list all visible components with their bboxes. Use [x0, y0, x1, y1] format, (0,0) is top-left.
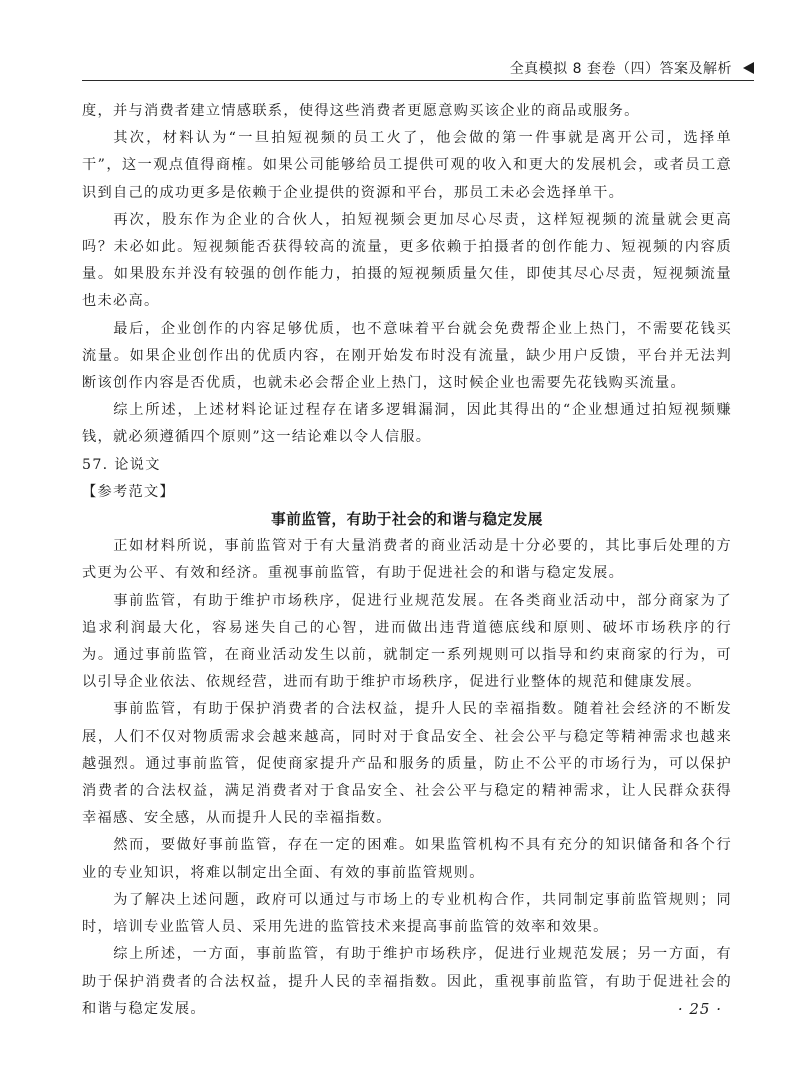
paragraph: 综上所述，一方面，事前监管，有助于维护市场秩序，促进行业规范发展；另一方面，有助于保护消费者的合法权益，提升人民的幸福指数。因此，重视事前监管，有助于促进社会的和谐与稳定发展。: [82, 946, 732, 1017]
paragraph: 综上所述，上述材料论证过程存在诸多逻辑漏洞，因此其得出的“企业想通过拍短视频赚钱，就必须遵循四个原则”这一结论难以令人信服。: [82, 402, 732, 446]
paragraph: 最后，企业创作的内容足够优质，也不意味着平台就会免费帮企业上热门，不需要花钱买流量。如果企业创作出的优质内容，在刚开始发布时没有流量，缺少用户反馈，平台并无法判断该创作内容是否优质，也就未必会帮企业上热门，这时候企业也需要先花钱购买流量。: [82, 320, 732, 392]
header-title: 全真模拟 8 套卷（四）答案及解析: [509, 61, 732, 77]
page-content: [82, 98, 732, 1023]
paragraph: 事前监管，有助于维护市场秩序，促进行业规范发展。在各类商业活动中，部分商家为了追求利润最大化，容易迷失自己的心智，进而做出违背道德底线和原则、破坏市场秩序的行为。通过事前监管，在商业活动发生以前，就制定一系列规则可以指导和约束商家的行为，可以引导企业依法、依规经营，进而有助于维护市场秩序，促进行业整体的规范和健康发展。: [82, 592, 732, 691]
reference-label: 【参考范文】: [82, 483, 175, 500]
triangle-left-icon: [743, 62, 754, 74]
paragraph: 事前监管，有助于保护消费者的合法权益，提升人民的幸福指数。随着社会经济的不断发展，人们不仅对物质需求会越来越高，同时对于食品安全、社会公平与稳定等精神需求也越来越强烈。通过事前监管，促使商家提升产品和服务的质量，防止不公平的市场行为，可以保护消费者的合法权益，满足消费者对于食品安全、社会公平与稳定的精神需求，让人民群众获得幸福感、安全感，从而提升人民的幸福指数。: [82, 701, 732, 827]
page-header: [82, 56, 754, 81]
paragraph-continuation: 度，并与消费者建立情感联系，使得这些消费者更愿意购买该企业的商品或服务。: [82, 103, 640, 119]
page-number: · 25 ·: [677, 1000, 722, 1018]
paragraph: 然而，要做好事前监管，存在一定的困难。如果监管机构不具有充分的知识储备和各个行业的专业知识，将难以制定出全面、有效的事前监管规则。: [82, 837, 732, 881]
question-label: 57. 论说文: [82, 456, 161, 473]
paragraph: 其次，材料认为“一旦拍短视频的员工火了，他会做的第一件事就是离开公司，选择单干”，这一观点值得商榷。如果公司能够给员工提供可观的收入和更大的发展机会，或者员工意识到自己的成功更多是依赖于企业提供的资源和平台，那员工未必会选择单干。: [82, 130, 732, 201]
paragraph: 正如材料所说，事前监管对于有大量消费者的商业活动是十分必要的，其比事后处理的方式更为公平、有效和经济。重视事前监管，有助于促进社会的和谐与稳定发展。: [82, 538, 732, 582]
essay-title: 事前监管，有助于社会的和谐与稳定发展: [271, 511, 543, 529]
paragraph: 为了解决上述问题，政府可以通过与市场上的专业机构合作，共同制定事前监管规则；同时，培训专业监管人员、采用先进的监管技术来提高事前监管的效率和效果。: [82, 891, 732, 936]
paragraph: 再次，股东作为企业的合伙人，拍短视频会更加尽心尽责，这样短视频的流量就会更高吗？未必如此。短视频能否获得较高的流量，更多依赖于拍摄者的创作能力、短视频的内容质量。如果股东并没有较强的创作能力，拍摄的短视频质量欠佳，即使其尽心尽责，短视频流量也未必高。: [82, 211, 732, 310]
